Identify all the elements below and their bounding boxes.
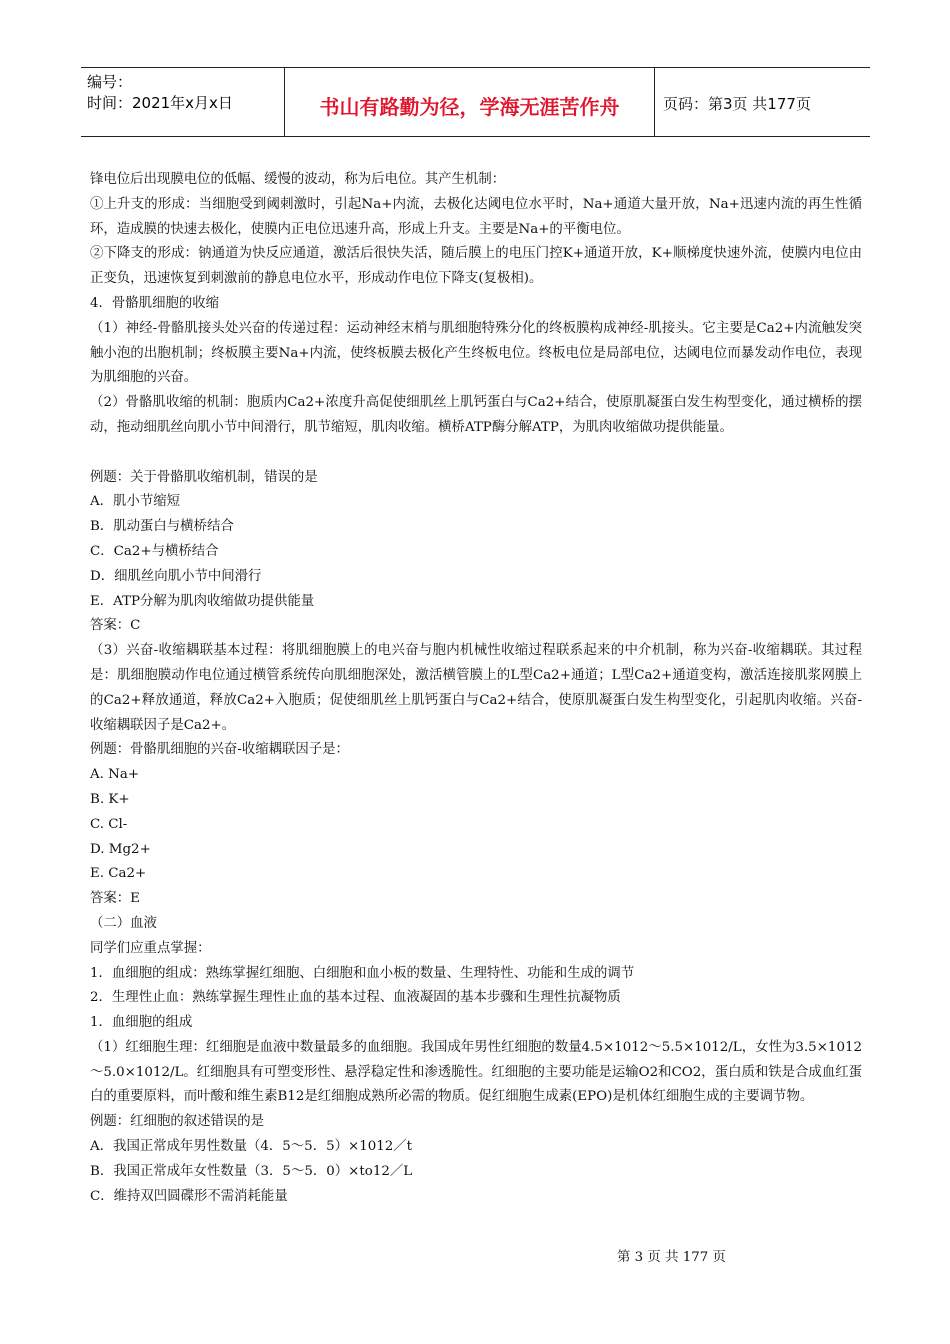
paragraph: A．我国正常成年男性数量（4．5～5．5）×1012／t bbox=[90, 1139, 413, 1155]
paragraph: E．ATP分解为肌肉收缩做功提供能量 bbox=[90, 593, 315, 609]
paragraph: ①上升支的形成：当细胞受到阈刺激时，引起Na+内流，去极化达阈电位水平时，Na+通道大量开放，Na+迅速内流的再生性循环，造成膜的快速去极化，使膜内正电位迅速升高，形成上升支。主要是Na+的平衡电位。 bbox=[90, 196, 862, 237]
paragraph: D．细肌丝向肌小节中间滑行 bbox=[90, 568, 262, 584]
paragraph: B．我国正常成年女性数量（3．5～5．0）×to12／L bbox=[90, 1163, 413, 1179]
header-motto: 书山有路勤为径，学海无涯苦作舟 bbox=[319, 95, 620, 119]
paragraph: ②下降支的形成：钠通道为快反应通道，激活后很快失活，随后膜上的电压门控K+通道开放，K+顺梯度快速外流，使膜内电位由正变负，迅速恢复到刺激前的静息电位水平，形成动作电位下降支(复极相)。 bbox=[90, 246, 862, 287]
paragraph: A. Na+ bbox=[90, 767, 140, 783]
paragraph: 答案：C bbox=[90, 618, 141, 634]
paragraph: 例题：红细胞的叙述错误的是 bbox=[90, 1114, 265, 1130]
paragraph: 同学们应重点掌握： bbox=[90, 940, 211, 956]
paragraph: A．肌小节缩短 bbox=[90, 494, 181, 510]
paragraph: D. Mg2+ bbox=[90, 841, 151, 857]
paragraph: 例题：骨骼肌细胞的兴奋-收缩耦联因子是： bbox=[90, 742, 349, 758]
paragraph: 4．骨骼肌细胞的收缩 bbox=[90, 295, 220, 311]
paragraph: B．肌动蛋白与横桥结合 bbox=[90, 519, 234, 535]
paragraph: B. K+ bbox=[90, 791, 130, 807]
paragraph: C．维持双凹圆碟形不需消耗能量 bbox=[90, 1188, 288, 1204]
paragraph: 答案：E bbox=[90, 891, 140, 907]
paragraph: （2）骨骼肌收缩的机制：胞质内Ca2+浓度升高促使细肌丝上肌钙蛋白与Ca2+结合，使原肌凝蛋白发生构型变化，通过横桥的摆动，拖动细肌丝向肌小节中间滑行，肌节缩短，肌肉收缩。横桥ATP酶分解ATP，为肌肉收缩做功提供能量。 bbox=[90, 395, 862, 435]
header-motto-cell bbox=[285, 68, 655, 136]
document-body bbox=[90, 168, 862, 1209]
header-meta-cell bbox=[81, 68, 285, 136]
paragraph: C．Ca2+与横桥结合 bbox=[90, 543, 219, 559]
paragraph: 1．血细胞的组成：熟练掌握红细胞、白细胞和血小板的数量、生理特性、功能和生成的调节 bbox=[90, 965, 635, 981]
document-number-label: 编号： bbox=[87, 73, 133, 91]
paragraph: 例题：关于骨骼肌收缩机制，错误的是 bbox=[90, 469, 318, 485]
page-footer: 第 3 页 共 177 页 bbox=[617, 1250, 726, 1265]
paragraph: （二）血液 bbox=[90, 915, 157, 931]
paragraph: 锋电位后出现膜电位的低幅、缓慢的波动，称为后电位。其产生机制： bbox=[90, 172, 506, 187]
paragraph: （1）神经-骨骼肌接头处兴奋的传递过程：运动神经末梢与肌细胞特殊分化的终板膜构成神经-肌接头。它主要是Ca2+内流触发突触小泡的出胞机制；终板膜主要Na+内流，使终板膜去极化产生终板电位。终板电位是局部电位，达阈电位而暴发动作电位，表现为肌细胞的兴奋。 bbox=[90, 320, 862, 386]
document-date-label: 时间：2021年x月x日 bbox=[87, 94, 233, 112]
paragraph: E. Ca2+ bbox=[90, 866, 147, 882]
paragraph: 1．血细胞的组成 bbox=[90, 1015, 193, 1031]
header-page-number: 页码：第3页 共177页 bbox=[663, 95, 811, 113]
blank-line bbox=[90, 441, 862, 466]
page-header bbox=[81, 67, 870, 137]
header-page-cell bbox=[655, 68, 870, 136]
paragraph: （3）兴奋-收缩耦联基本过程：将肌细胞膜上的电兴奋与胞内机械性收缩过程联系起来的中介机制，称为兴奋-收缩耦联。其过程是：肌细胞膜动作电位通过横管系统传向肌细胞深处，激活横管膜上的L型Ca2+通道；L型Ca2+通道变构，激活连接肌浆网膜上的Ca2+释放通道，释放Ca2+入胞质；促使细肌丝上肌钙蛋白与Ca2+结合，使原肌凝蛋白发生构型变化，引起肌肉收缩。兴奋-收缩耦联因子是Ca2+。 bbox=[90, 643, 862, 733]
paragraph: （1）红细胞生理：红细胞是血液中数量最多的血细胞。我国成年男性红细胞的数量4.5×1012～5.5×1012/L，女性为3.5×1012～5.0×1012/L。红细胞具有可塑变形性、悬浮稳定性和渗透脆性。红细胞的主要功能是运输O2和CO2，蛋白质和铁是合成血红蛋白的重要原料，而叶酸和维生素B12是红细胞成熟所必需的物质。促红细胞生成素(EPO)是机体红细胞生成的主要调节物。 bbox=[90, 1039, 862, 1105]
paragraph: C. Cl- bbox=[90, 816, 128, 832]
paragraph: 2．生理性止血：熟练掌握生理性止血的基本过程、血液凝固的基本步骤和生理性抗凝物质 bbox=[90, 990, 621, 1006]
